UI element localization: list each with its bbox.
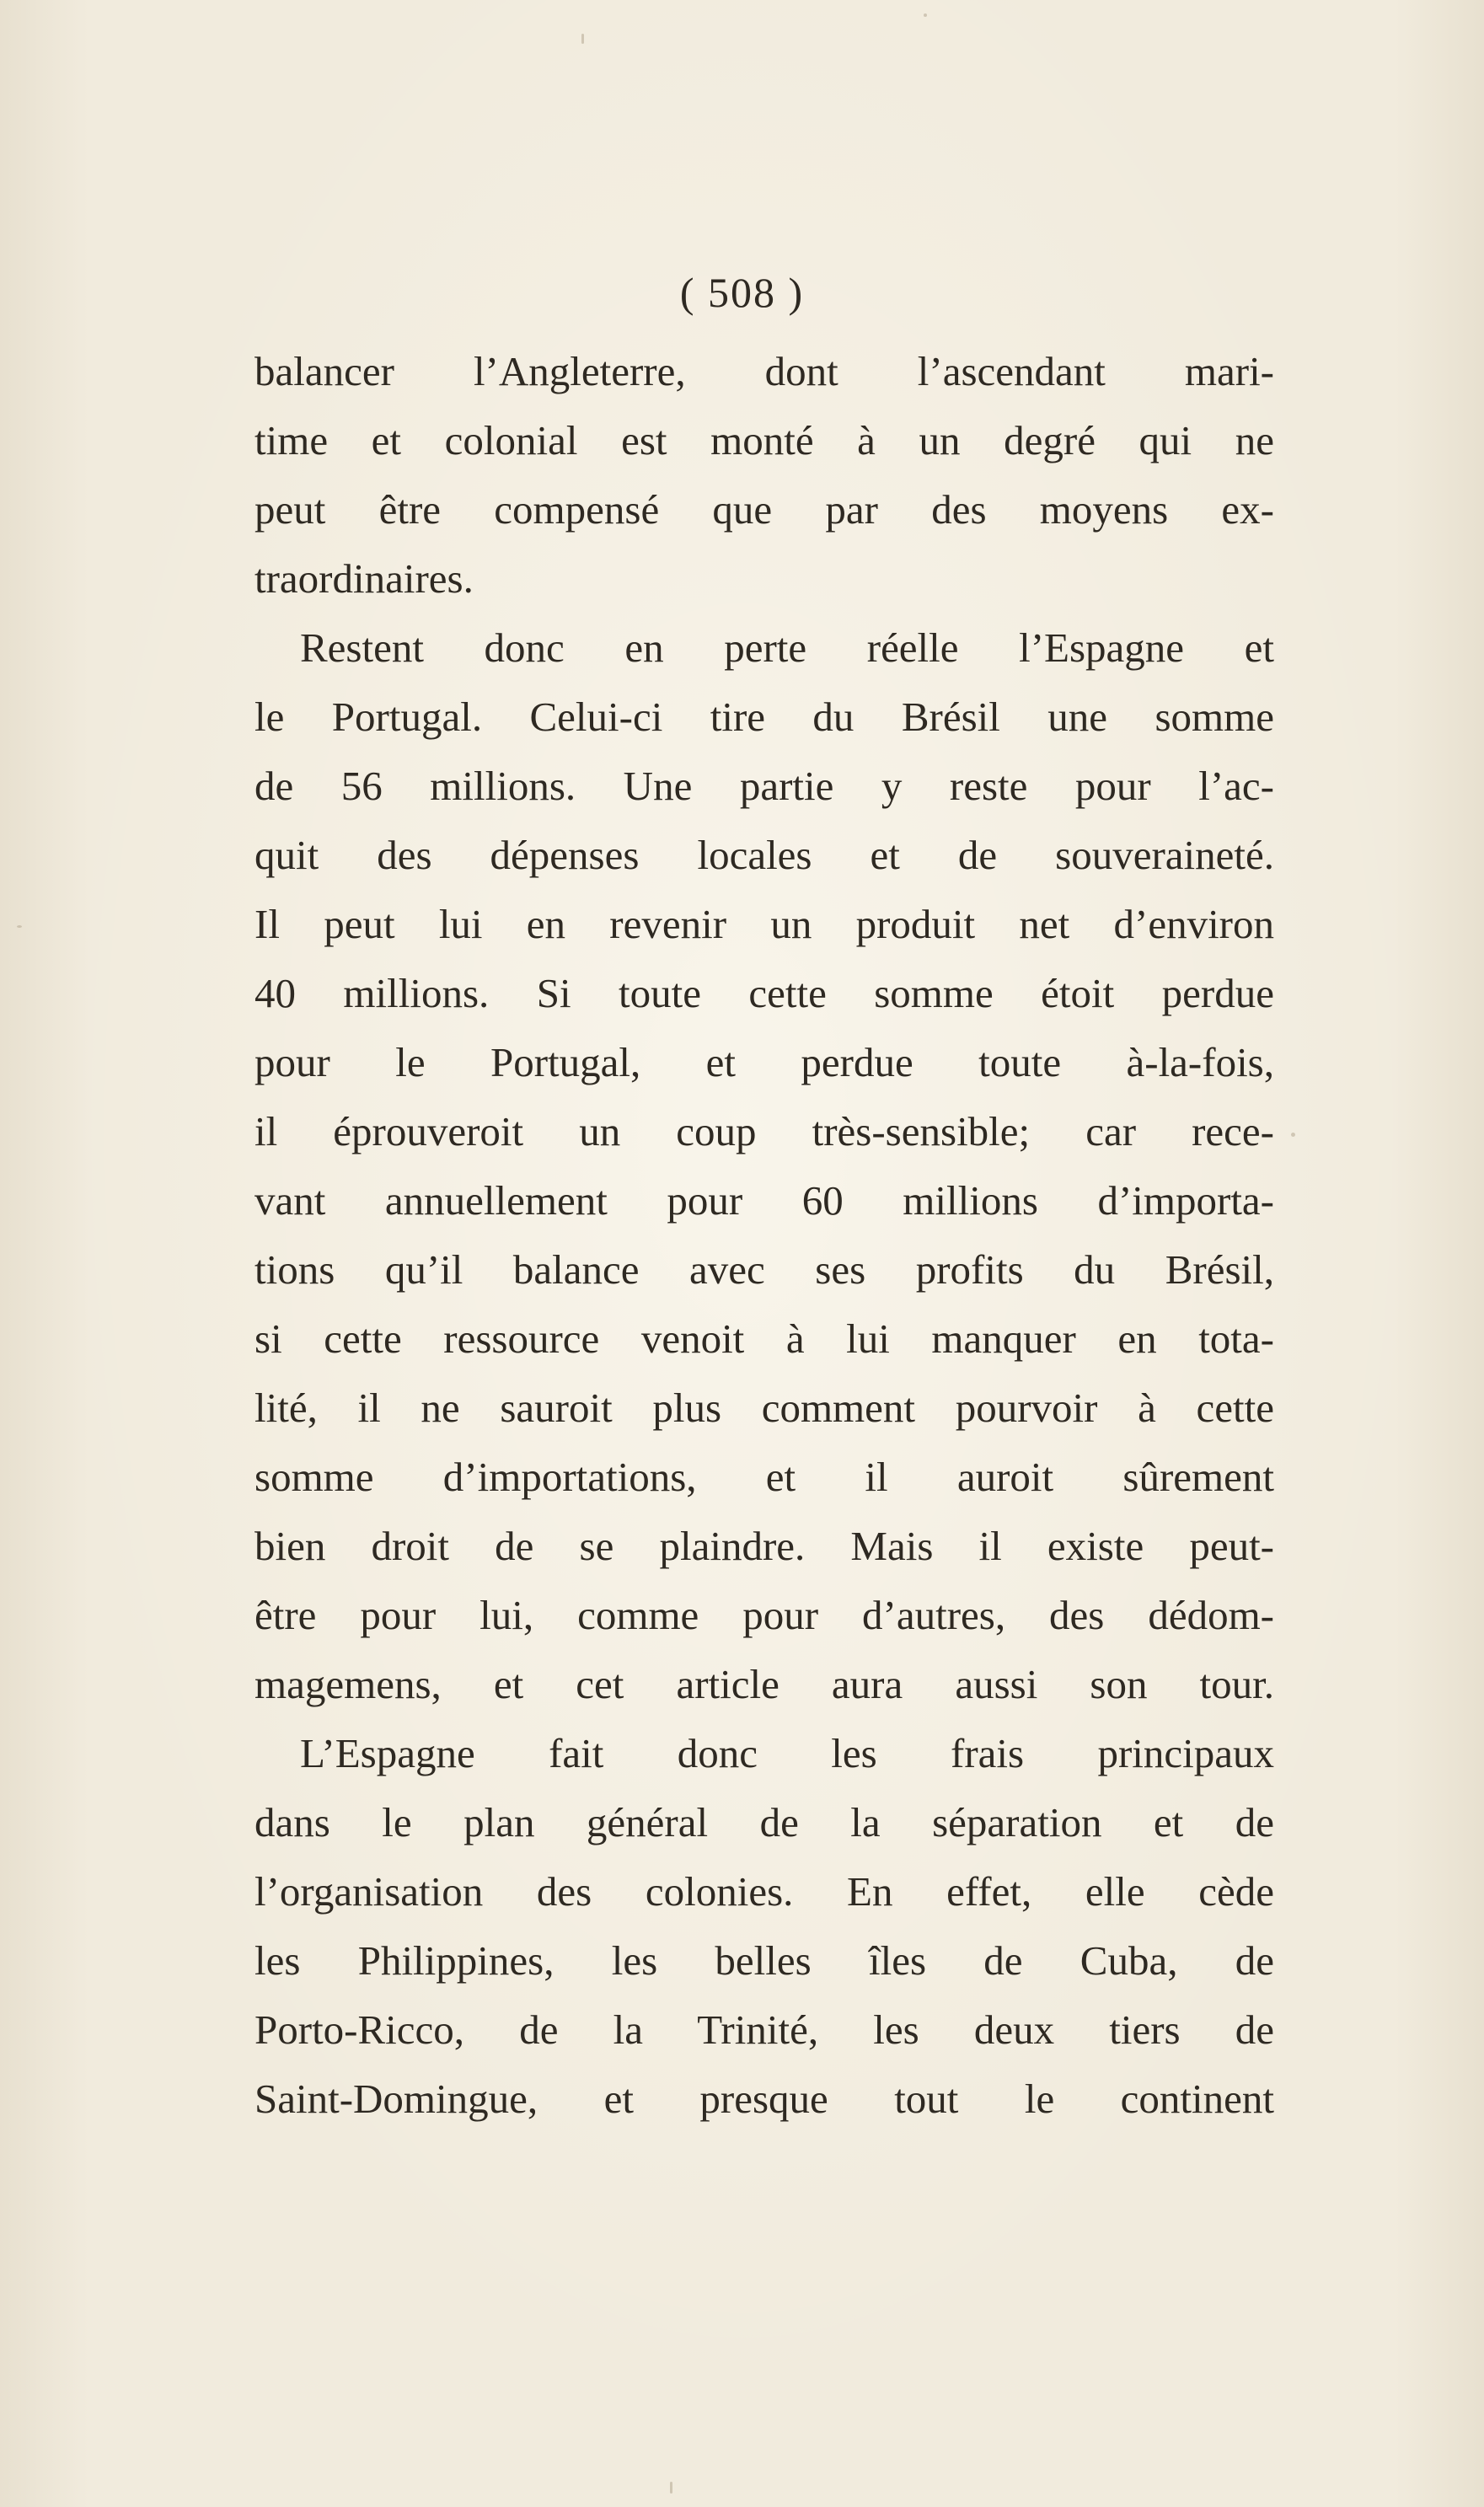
text-line: de 56 millions. Une partie y reste pour l’ac- (254, 763, 1274, 809)
text-line: pour le Portugal, et perdue toute à-la-fois, (254, 1039, 1274, 1085)
text-line: traordinaires. (254, 555, 474, 602)
text-line: tions qu’il balance avec ses profits du Brésil, (254, 1246, 1274, 1293)
text-line: vant annuellement pour 60 millions d’importa- (254, 1177, 1274, 1224)
text-line: être pour lui, comme pour d’autres, des dédom- (254, 1592, 1274, 1638)
paper-speck (1291, 1133, 1295, 1137)
paper-speck (17, 925, 22, 928)
text-line: lité, il ne sauroit plus comment pourvoir à cette (254, 1385, 1274, 1431)
text-line: time et colonial est monté à un degré qui ne (254, 417, 1274, 463)
text-line: Saint-Domingue, et presque tout le continent (254, 2076, 1274, 2122)
text-line: L’Espagne fait donc les frais principaux (300, 1730, 1274, 1776)
text-line: balancer l’Angleterre, dont l’ascendant mari- (254, 348, 1274, 394)
text-line: bien droit de se plaindre. Mais il existe peut- (254, 1523, 1274, 1569)
text-line: dans le plan général de la séparation et de (254, 1799, 1274, 1845)
text-line: il éprouveroit un coup très-sensible; car rece- (254, 1108, 1274, 1154)
text-line: quit des dépenses locales et de souveraineté. (254, 832, 1274, 878)
text-line: somme d’importations, et il auroit sûrement (254, 1454, 1274, 1500)
text-line: Restent donc en perte réelle l’Espagne et (300, 624, 1274, 671)
paper-speck (670, 2482, 672, 2494)
text-line: 40 millions. Si toute cette somme étoit perdue (254, 970, 1274, 1016)
text-line: Il peut lui en revenir un produit net d’environ (254, 901, 1274, 947)
text-line: les Philippines, les belles îles de Cuba, de (254, 1937, 1274, 1984)
page-number: ( 508 ) (679, 269, 805, 316)
text-line: l’organisation des colonies. En effet, elle cède (254, 1868, 1274, 1915)
text-line: peut être compensé que par des moyens ex- (254, 486, 1274, 533)
paper-speck (581, 34, 584, 44)
paper-speck (924, 13, 927, 17)
text-line: si cette ressource venoit à lui manquer en tota- (254, 1315, 1274, 1362)
text-line: Porto-Ricco, de la Trinité, les deux tiers de (254, 2006, 1274, 2053)
text-line: magemens, et cet article aura aussi son tour. (254, 1661, 1274, 1707)
text-line: le Portugal. Celui-ci tire du Brésil une somme (254, 694, 1274, 740)
body-text (254, 337, 1274, 2134)
